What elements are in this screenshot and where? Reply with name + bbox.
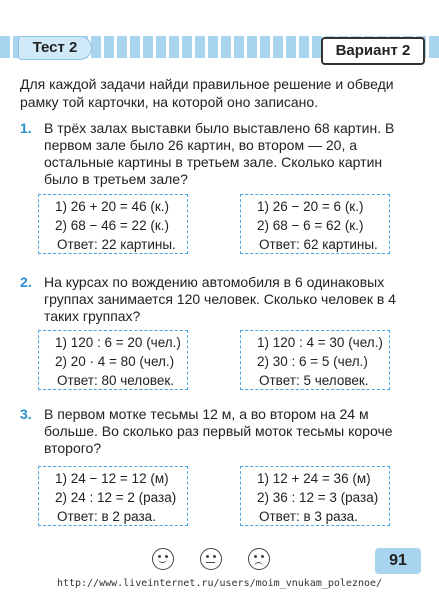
task-number: 3. <box>20 406 32 422</box>
task-2 <box>20 274 420 325</box>
card-step: 1) 120 : 6 = 20 (чел.) <box>55 335 181 350</box>
card-step: 2) 36 : 12 = 3 (раза) <box>257 490 379 505</box>
neutral-face-icon[interactable] <box>200 548 222 570</box>
task-number: 2. <box>20 274 32 290</box>
page-number: 91 <box>375 548 421 574</box>
card-answer: Ответ: 80 человек. <box>57 373 175 388</box>
card-step: 2) 24 : 12 = 2 (раза) <box>55 490 177 505</box>
card-answer: Ответ: 22 картины. <box>57 237 176 252</box>
solution-card-3b[interactable] <box>240 466 390 526</box>
card-step: 1) 12 + 24 = 36 (м) <box>257 471 371 486</box>
card-step: 2) 20 · 4 = 80 (чел.) <box>55 354 175 369</box>
solution-card-2b[interactable] <box>240 330 390 390</box>
task-number: 1. <box>20 120 32 136</box>
instructions: Для каждой задачи найди правильное решение и обведи рамку той карточки, на которой оно записано. <box>20 76 394 110</box>
variant-label: Вариант 2 <box>321 37 425 65</box>
card-answer: Ответ: 5 человек. <box>259 373 369 388</box>
solution-card-3a[interactable] <box>38 466 188 526</box>
source-url: http://www.liveinternet.ru/users/moim_vnukam_poleznoe/ <box>56 578 383 589</box>
solution-card-1a[interactable] <box>38 194 188 254</box>
card-step: 2) 68 − 46 = 22 (к.) <box>55 218 169 233</box>
task-1 <box>20 120 420 188</box>
card-step: 2) 30 : 6 = 5 (чел.) <box>257 354 368 369</box>
self-assessment-faces <box>152 548 282 574</box>
task-text: В первом мотке тесьмы 12 м, а во втором на 24 м больше. Во сколько раз первый моток тесьмы короче второго? <box>44 406 393 456</box>
card-answer: Ответ: в 3 раза. <box>259 509 358 524</box>
card-step: 1) 26 + 20 = 46 (к.) <box>55 199 169 214</box>
card-step: 1) 120 : 4 = 30 (чел.) <box>257 335 383 350</box>
solution-card-1b[interactable] <box>240 194 390 254</box>
test-label: Тест 2 <box>18 36 92 60</box>
solution-card-2a[interactable] <box>38 330 188 390</box>
card-answer: Ответ: в 2 раза. <box>57 509 156 524</box>
card-answer: Ответ: 62 картины. <box>259 237 378 252</box>
task-text: На курсах по вождению автомобиля в 6 одинаковых группах занимается 120 человек. Сколько человек в 4 таких группах? <box>44 274 396 324</box>
task-3 <box>20 406 420 457</box>
card-step: 1) 24 − 12 = 12 (м) <box>55 471 169 486</box>
task-text: В трёх залах выставки было выставлено 68 картин. В первом зале было 26 картин, во втором — 20, а остальные картины в третьем зале. Сколько картин было в третьем зале? <box>44 120 395 187</box>
smile-face-icon[interactable] <box>152 548 174 570</box>
card-step: 1) 26 − 20 = 6 (к.) <box>257 199 364 214</box>
sad-face-icon[interactable] <box>248 548 270 570</box>
card-step: 2) 68 − 6 = 62 (к.) <box>257 218 364 233</box>
